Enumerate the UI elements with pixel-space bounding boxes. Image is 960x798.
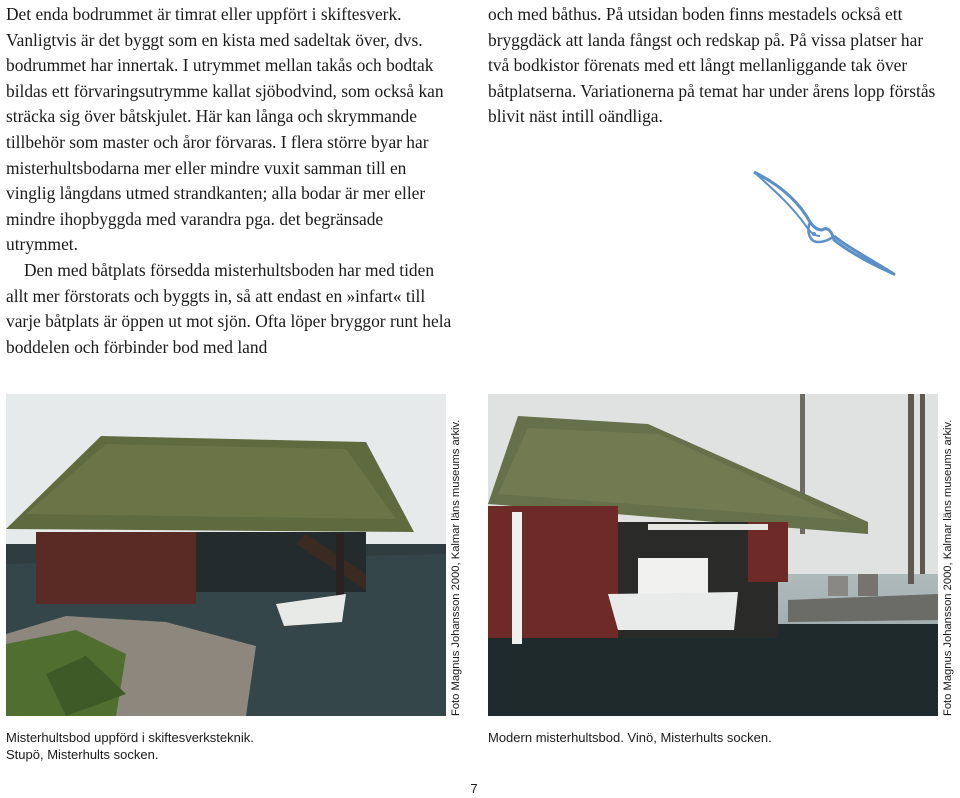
seagull-icon: [748, 166, 900, 278]
caption-right-text: Modern misterhultsbod. Vinö, Misterhults socken.: [488, 730, 772, 745]
photo-boathouse-vino: [488, 394, 938, 716]
photo-boathouse-stupo: [6, 394, 446, 716]
photo-credit-right: Foto Magnus Johansson 2000, Kalmar läns museums arkiv.: [942, 419, 954, 716]
text-column-left: [6, 2, 458, 360]
paragraph-1: Det enda bodrummet är timrat eller uppfört i skiftesverk. Vanligtvis är det byggt som en kista med sadeltak över, dvs. bodrummet har innertak. I utrymmet mellan takås och bodtak bildas ett förvaringsutrymme kallat sjöbodvind, som också kan sträcka sig över båtskjulet. Här kan långa och skrymmande tillbehör som master och åror förvaras. I flera större byar har misterhultsbodarna mer eller mindre vuxit samman till en vinglig långdans utmed strandkanten; alla bodar är mer eller mindre ihopbyggda med varandra pga. det begränsade utrymmet.: [6, 4, 444, 255]
photo-credit-left: Foto Magnus Johansson 2000, Kalmar läns museums arkiv.: [450, 419, 462, 716]
caption-left-line2: Stupö, Misterhults socken.: [6, 747, 159, 762]
paragraph-3: och med båthus. På utsidan boden finns mestadels också ett bryggdäck att landa fångst och redskap på. På vissa platser har två bodkistor förenats med ett långt mellanliggande tak över båtplatserna. Variationerna på temat har under årens lopp förstås blivit näst intill oändliga.: [488, 4, 936, 127]
caption-right: [488, 729, 938, 746]
caption-left: [6, 729, 446, 763]
text-column-right: [488, 2, 938, 130]
paragraph-2: Den med båtplats försedda misterhultsboden har med tiden allt mer förstorats och byggts in, så att endast en »infart« till varje båtplats är öppen ut mot sjön. Ofta löper bryggor runt hela boddelen och förbinder bod med land: [6, 259, 452, 357]
caption-left-line1: Misterhultsbod uppförd i skiftesverksteknik.: [6, 730, 254, 745]
page-number: 7: [470, 781, 478, 796]
